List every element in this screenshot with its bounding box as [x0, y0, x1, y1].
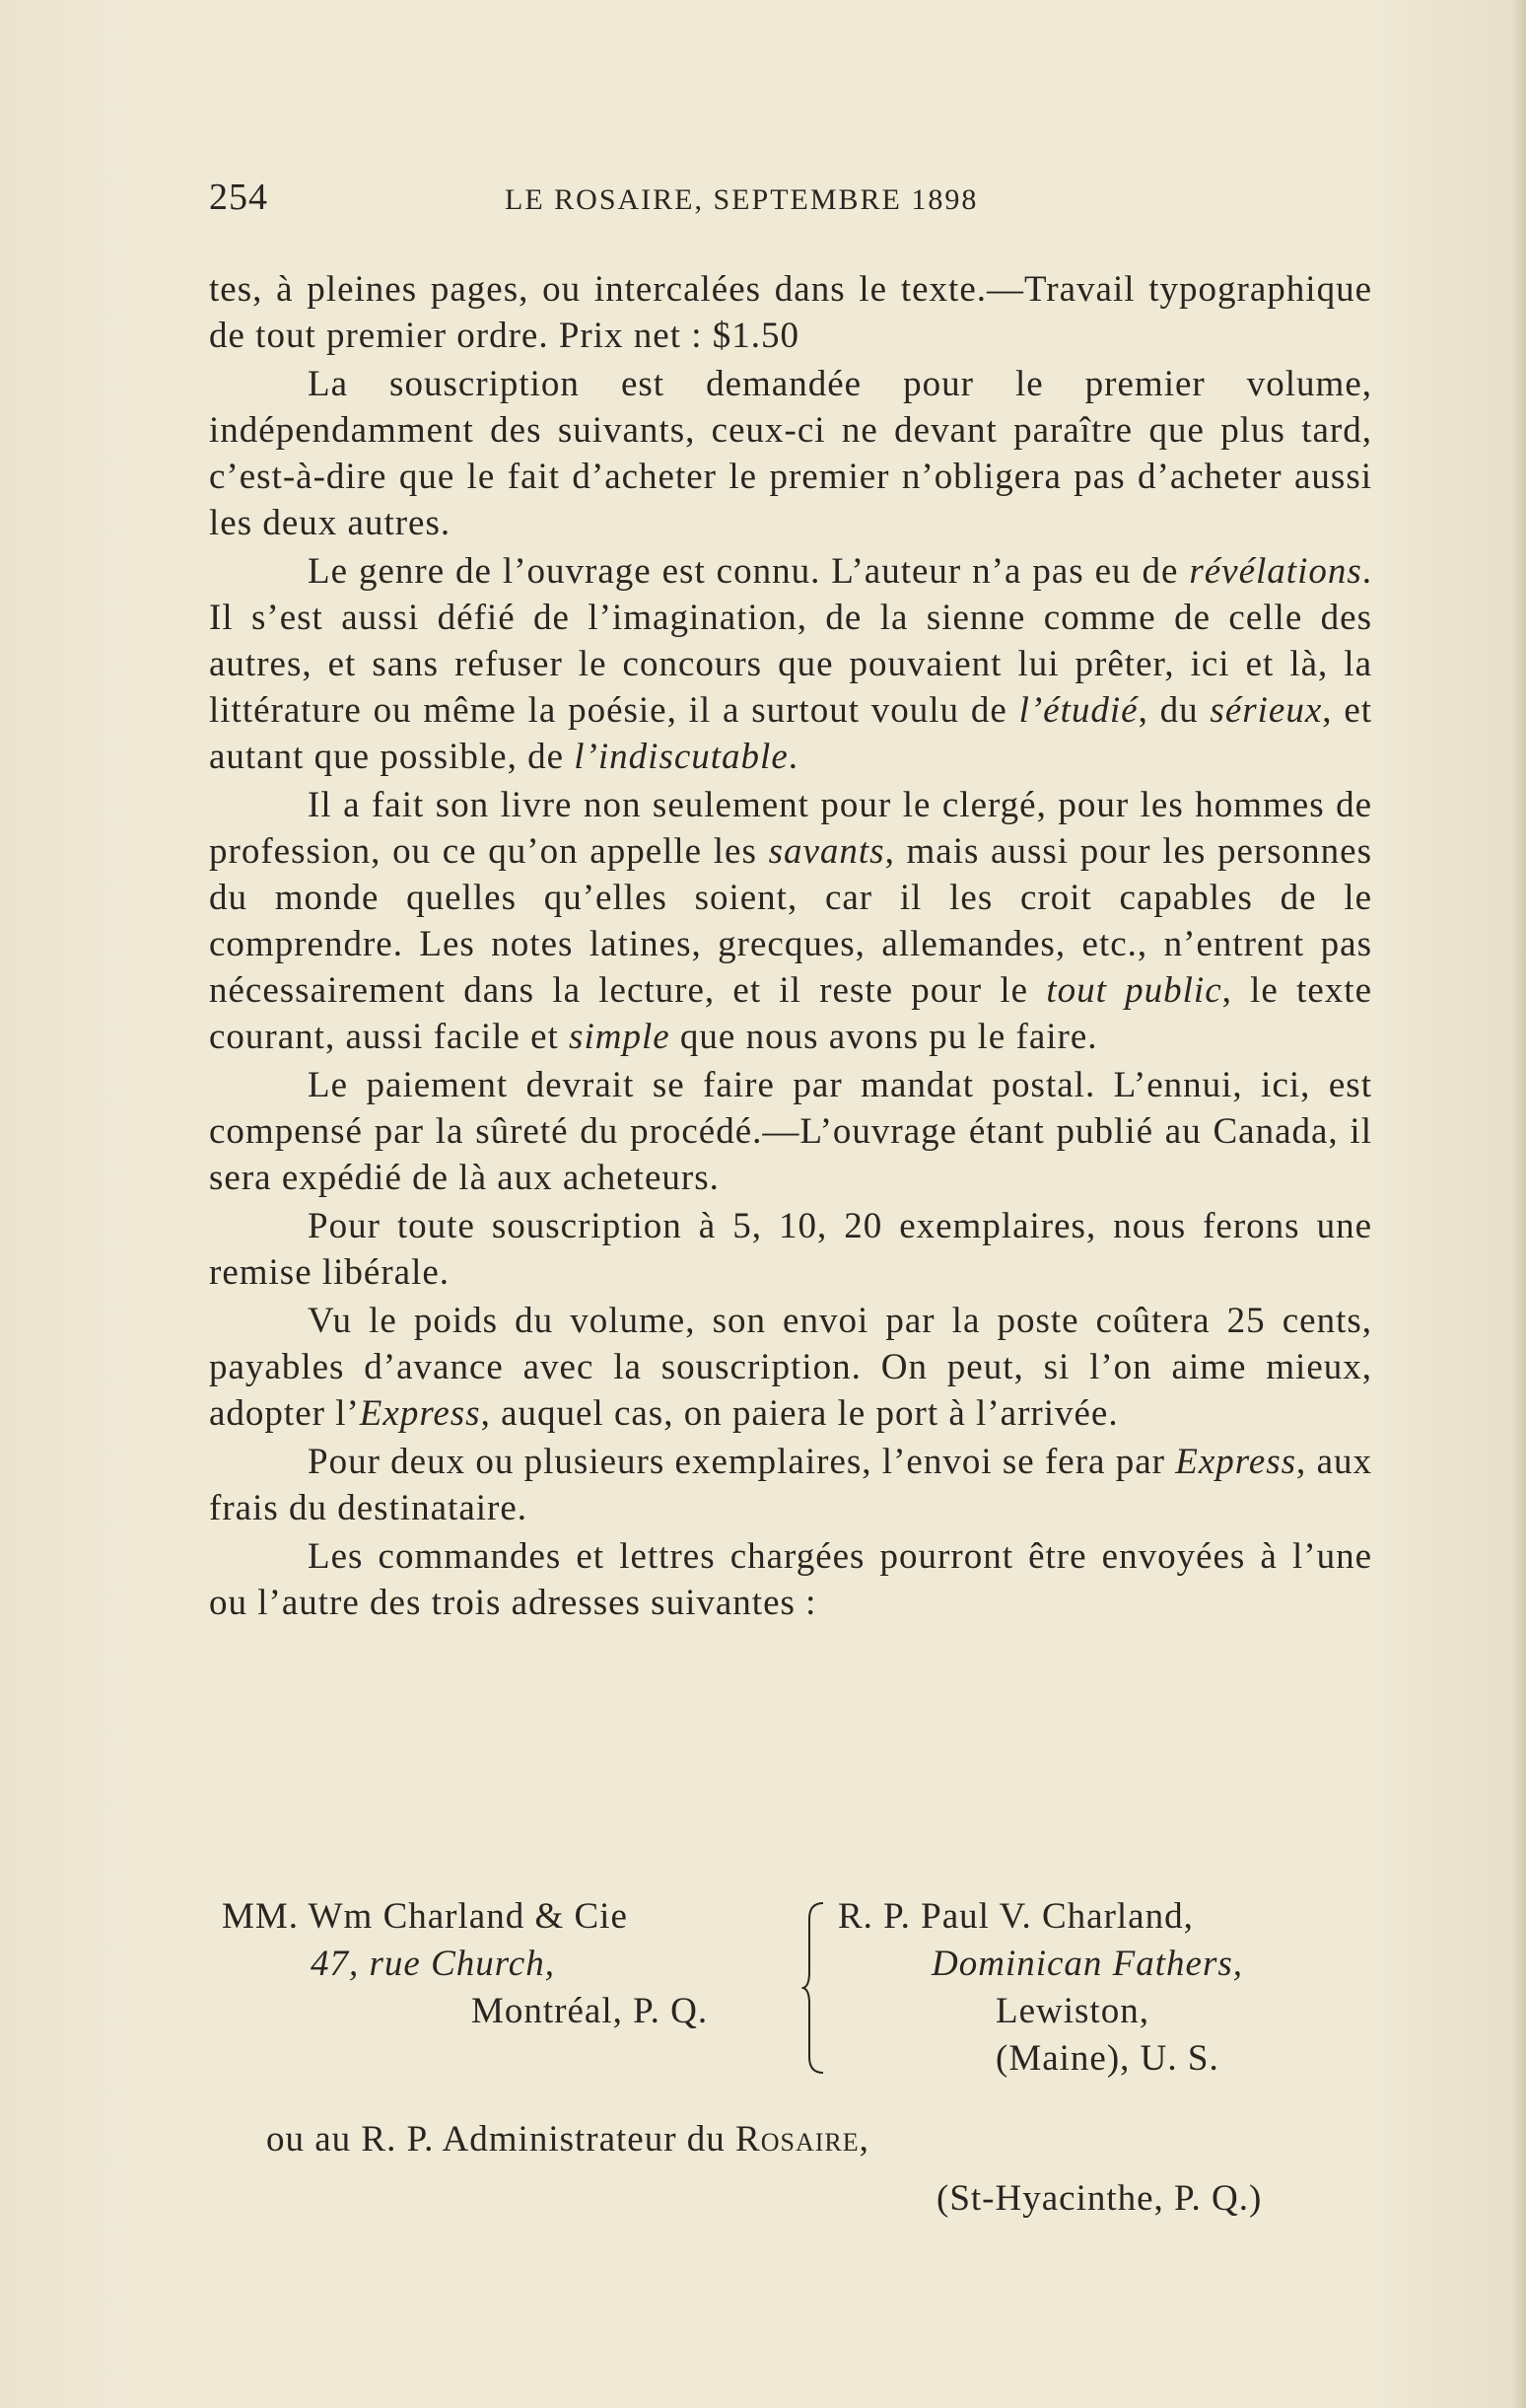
address-block: [222, 1893, 1375, 2081]
street-number: 47: [311, 1944, 349, 1984]
dominican-fathers: Dominican Fathers,: [932, 1944, 1244, 1984]
address-montreal-street: [222, 1941, 794, 1988]
brace-icon: [801, 1899, 831, 2077]
paragraph-3: [209, 548, 1372, 780]
address-lewiston: [838, 1893, 1390, 2083]
address-lewiston-order: [838, 1941, 1390, 1988]
paragraph-4: [209, 782, 1372, 1060]
page-header: [209, 176, 1195, 235]
p4-italic-savants: savants: [768, 831, 885, 872]
p3-text-c: . Il s’est aussi défié de l’imagination, de la sienne comme de celle des autres, et sans refuser le concours que pouvaient lui prêter, ici et là, la littérature ou même la poésie, il a surtout voulu de: [209, 551, 1372, 731]
p4-italic-simple: simple: [569, 1017, 670, 1057]
closing-line-2: (St-Hyacinthe, P. Q.): [936, 2178, 1263, 2219]
address-lewiston-state: (Maine), U. S.: [996, 2038, 1219, 2079]
address-montreal: [222, 1893, 794, 2035]
street-name: , rue Church,: [349, 1944, 555, 1984]
p7-text-c: , auquel cas, on paiera le port à l’arrivée.: [480, 1393, 1119, 1434]
p3-text-i: .: [788, 737, 798, 777]
p3-text-a: Le genre de l’ouvrage est connu. L’auteur n’a pas eu de: [308, 551, 1190, 592]
address-lewiston-name: R. P. Paul V. Charland,: [838, 1896, 1194, 1937]
closing-text-c: ,: [859, 2119, 869, 2160]
closing-address: [266, 2110, 1370, 2229]
address-lewiston-city: Lewiston,: [996, 1991, 1149, 2031]
p8-text-a: Pour deux ou plusieurs exemplaires, l’envoi se fera par: [308, 1442, 1176, 1482]
p4-text-e: , le texte courant, aussi facile et: [209, 970, 1373, 1057]
closing-line-1: [266, 2110, 1370, 2169]
page-edge-shadow: [1512, 0, 1526, 2408]
paragraph-7: [209, 1298, 1372, 1437]
paragraph-9: Les commandes et lettres chargées pourront être envoyées à l’une ou l’autre des trois adresses suivantes :: [209, 1536, 1372, 1623]
p8-italic-express: Express: [1175, 1442, 1297, 1482]
closing-rosaire: Rosaire: [735, 2119, 860, 2160]
p3-italic-etudie: l’étudié: [1018, 690, 1139, 731]
p4-text-a: Il a fait son livre non seulement pour le clergé, pour les hommes de profession, ou ce qu’on appelle les: [209, 785, 1372, 872]
paragraph-1-text: tes, à pleines pages, ou intercalées dans le texte.—Travail typographique de tout premier ordre. Prix net : $1.50: [209, 269, 1372, 356]
p3-italic-serieux: sérieux: [1210, 690, 1323, 731]
p3-text-g: , et autant que possible, de: [209, 690, 1373, 777]
p7-text-a: Vu le poids du volume, son envoi par la poste coûtera 25 cents, payables d’avance avec la souscription. On peut, si l’on aime mieux, adopter l’: [209, 1301, 1372, 1434]
closing-text-a: ou au R. P. Administrateur du: [266, 2119, 736, 2160]
address-montreal-city: Montréal, P. Q.: [471, 1991, 709, 2031]
p4-text-g: que nous avons pu le faire.: [669, 1017, 1098, 1057]
p3-italic-revelations: révélations: [1189, 551, 1362, 592]
running-title: LE ROSAIRE, SEPTEMBRE 1898: [505, 183, 979, 216]
address-montreal-name: MM. Wm Charland & Cie: [222, 1896, 628, 1937]
p4-italic-tout-public: tout public: [1046, 970, 1222, 1011]
body-text: [209, 266, 1372, 1628]
paragraph-8: [209, 1439, 1372, 1531]
paragraph-5: Le paiement devrait se faire par mandat postal. L’ennui, ici, est compensé par la sûreté du procédé.—L’ouvrage étant publié au Canada, il sera expédié de là aux acheteurs.: [209, 1065, 1372, 1198]
paragraph-6: Pour toute souscription à 5, 10, 20 exemplaires, nous ferons une remise libérale.: [209, 1206, 1372, 1293]
p8-text-c: , aux frais du destinataire.: [209, 1442, 1372, 1528]
p3-italic-indiscutable: l’indiscutable: [574, 737, 789, 777]
paragraph-2: La souscription est demandée pour le premier volume, indépendamment des suivants, ceux-ci ne devant paraître que plus tard, c’est-à-dire que le fait d’acheter le premier n’obligera pas d’acheter aussi les deux autres.: [209, 364, 1372, 543]
p7-italic-express: Express: [359, 1393, 481, 1434]
paragraph-1: [209, 266, 1372, 359]
p3-text-e: , du: [1138, 690, 1211, 731]
page-number: 254: [209, 177, 268, 218]
p4-text-c: , mais aussi pour les personnes du monde quelles qu’elles soient, car il les croit capables de le comprendre. Les notes latines, grecques, allemandes, etc., n’entrent pas nécessairement dans la lecture, et il reste pour le: [209, 831, 1372, 1011]
